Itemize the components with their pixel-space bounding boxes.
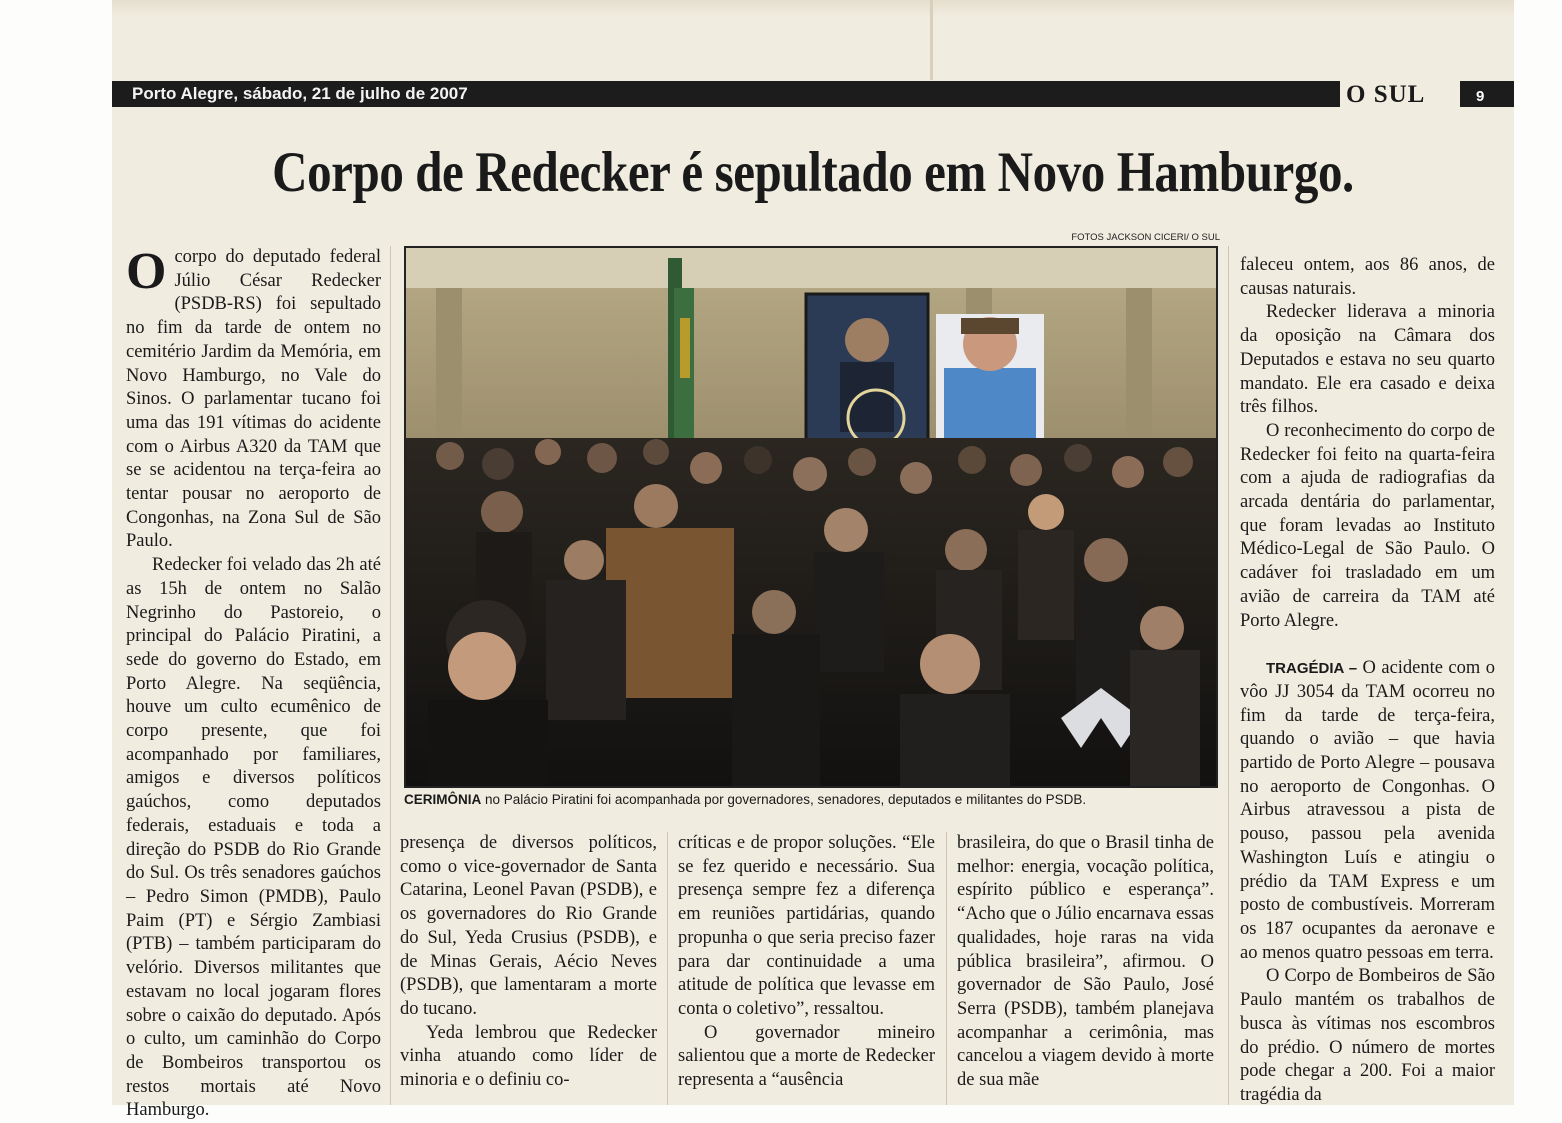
column-5-paragraph-2: Redecker liderava a minoria da oposição na Câmara dos Deputados e estava no seu quarto mandato. Ele era casado e deixa três filhos. — [1240, 302, 1495, 418]
caption-lead: CERIMÔNIA — [404, 792, 482, 807]
photo-credit: FOTOS JACKSON CICERI/ O SUL — [1071, 232, 1220, 243]
newspaper-logo: O SUL — [1346, 81, 1426, 108]
column-5-paragraph-3: O reconhecimento do corpo de Redecker foi feito na quarta-feira com a ajuda de radiografias da arcada dentária do parlamentar, que foram levadas ao Instituto Médico-Legal de São Paulo. O cadáver foi trasladado em um avião de carreira da TAM até Porto Alegre. — [1240, 420, 1495, 631]
column-3-paragraph-1: críticas e de propor soluções. “Ele se fez querido e necessário. Sua presença sempre fez a diferença em reuniões partidárias, quando propunha o que seria preciso fazer para dar continuidade a uma atitude de política que levasse em conta o coletivo”, ressaltou. — [678, 833, 935, 1019]
column-1-paragraph-1 — [126, 243, 381, 554]
page-fold — [930, 0, 933, 80]
column-rule — [667, 832, 668, 1105]
page-edge-shadow — [112, 0, 1514, 18]
article-column-1 — [126, 243, 381, 1123]
ceremony-photo — [404, 246, 1218, 788]
column-rule — [1228, 246, 1229, 1105]
column-2-paragraph-1: presença de diversos políticos, como o vice-governador de Santa Catarina, Leonel Pavan (PSDB), e os governadores do Rio Grande do Sul, Yeda Crusius (PSDB), e de Minas Gerais, Aécio Neves (PSDB), que lamentaram a morte do tucano. — [400, 833, 657, 1019]
drop-cap: O — [126, 243, 167, 300]
column-spacer — [1240, 633, 1495, 657]
page-number: 9 — [1462, 87, 1514, 107]
issue-date: Porto Alegre, sábado, 21 de julho de 2007 — [132, 84, 468, 103]
subhead-tragedia: TRAGÉDIA – — [1266, 660, 1358, 678]
caption-text: no Palácio Piratini foi acompanhada por governadores, senadores, deputados e militantes do PSDB. — [481, 792, 1087, 807]
article-column-3 — [678, 832, 935, 1093]
column-rule — [390, 246, 391, 1105]
column-5-paragraph-1: faleceu ontem, aos 86 anos, de causas naturais. — [1240, 255, 1495, 299]
column-5-paragraph-5: O Corpo de Bombeiros de São Paulo mantém os trabalhos de busca às vítimas nos escombros do prédio. O número de mortes pode chegar a 200. Foi a maior tragédia da — [1240, 966, 1495, 1105]
column-1-paragraph-2: Redecker foi velado das 2h até as 15h de ontem no Salão Negrinho do Pastoreio, o principal do Palácio Piratini, a sede do governo do Estado, em Porto Alegre. Na seqüência, houve um culto ecumênico de corpo presente, que foi acompanhado por familiares, amigos e diversos políticos gaúchos, como deputados federais, estaduais e toda a direção do PSDB do Rio Grande do Sul. Os três senadores gaúchos – Pedro Simon (PMDB), Paulo Paim (PT) e Sérgio Zambiasi (PTB) – também participaram do velório. Diversos militantes que estavam no local jogaram flores sobre o caixão do deputado. Após o culto, um caminhão do Corpo de Bombeiros transportou os restos mortais até Novo Hamburgo. — [126, 555, 381, 1121]
article-headline: Corpo de Redecker é sepultado em Novo Hamburgo. — [272, 141, 1354, 204]
ceremony-photo-illustration — [406, 248, 1216, 786]
column-2-paragraph-2: Yeda lembrou que Redecker vinha atuando como líder de minoria e o definiu co- — [400, 1022, 657, 1091]
column-4-paragraph-1: brasileira, do que o Brasil tinha de melhor: energia, vocação política, espírito público e esperança”. “Acho que o Júlio encarnava essas qualidades, hoje raras na vida pública brasileira”, afirmou. O governador de São Paulo, José Serra (PSDB), também planejava acompanhar a cerimônia, mas cancelou a viagem devido à morte de sua mãe — [957, 833, 1214, 1091]
column-5-paragraph-4-text: O acidente com o vôo JJ 3054 da TAM ocorreu no fim da tarde de terça-feira, quando o avião – que havia partido de Porto Alegre – pousava no aeroporto de Congonhas. O Airbus atravessou a pista de pouso, passou pela avenida Washington Luís e atingiu o prédio da TAM Express e um posto de combustíveis. Morreram os 187 ocupantes da aeronave e ao menos quatro pessoas em terra. — [1240, 658, 1495, 963]
column-5-paragraph-4 — [1240, 657, 1495, 965]
article-column-2 — [400, 832, 657, 1093]
article-column-4 — [957, 832, 1214, 1093]
article-column-5 — [1240, 254, 1495, 1108]
column-rule — [946, 832, 947, 1105]
column-1-paragraph-1-text: corpo do deputado federal Júlio César Redecker (PSDB-RS) foi sepultado no fim da tarde de ontem no cemitério Jardim da Memória, em Novo Hamburgo, no Vale do Sinos. O parlamentar tucano foi uma das 191 vítimas do acidente com o Airbus A320 da TAM que se se acidentou na terça-feira ao tentar pousar no aeroporto de Congonhas, na Zona Sul de São Paulo. — [126, 247, 381, 552]
column-3-paragraph-2: O governador mineiro salientou que a morte de Redecker representa a “ausência — [678, 1022, 935, 1091]
photo-caption — [404, 792, 1216, 807]
